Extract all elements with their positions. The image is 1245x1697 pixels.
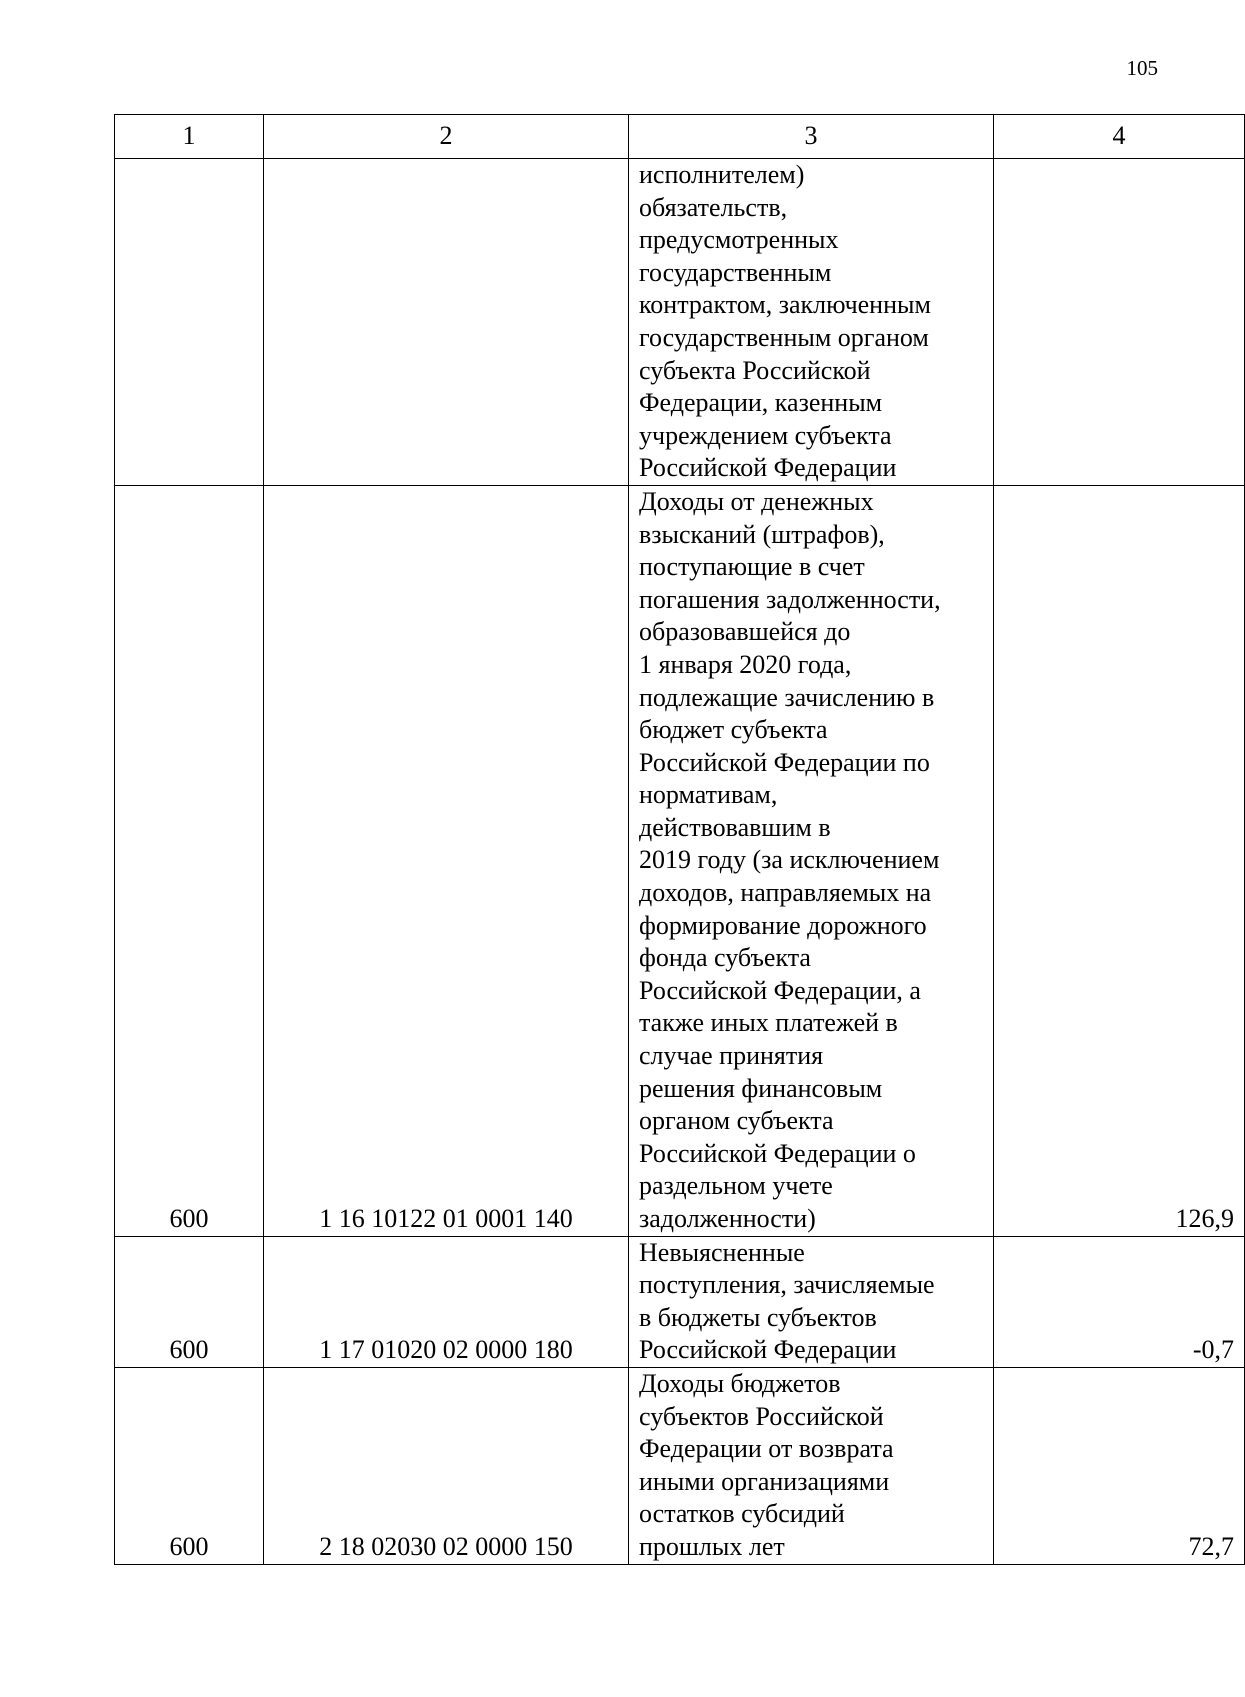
budget-code-cell: 1 16 10122 01 0001 140 bbox=[264, 485, 629, 1236]
admin-code-cell bbox=[115, 159, 264, 486]
description-cell: Доходы от денежных взысканий (штрафов), поступающие в счет погашения задолженности, образовавшейся до 1 января 2020 года, подлежащие зачислению в бюджет субъекта Российской Федерации по нормативам, действовавшим в 2019 году (за исключением доходов, направляемых на формирование дорожного фонда субъекта Российской Федерации, а также иных платежей в случае принятия решения финансовым органом субъекта Российской Федерации о раздельном учете задолженности) bbox=[629, 485, 994, 1236]
revenue-table bbox=[114, 114, 1245, 1565]
budget-code-cell: 1 17 01020 02 0000 180 bbox=[264, 1236, 629, 1367]
table-row bbox=[115, 485, 1245, 1236]
budget-code-cell bbox=[264, 159, 629, 486]
table-row bbox=[115, 159, 1245, 486]
table-row bbox=[115, 1367, 1245, 1564]
column-header-4: 4 bbox=[994, 115, 1245, 159]
amount-cell: 72,7 bbox=[994, 1367, 1245, 1564]
description-cell: исполнителем) обязательств, предусмотренных государственным контрактом, заключенным государственным органом субъекта Российской Федерации, казенным учреждением субъекта Российской Федерации bbox=[629, 159, 994, 486]
column-header-2: 2 bbox=[264, 115, 629, 159]
amount-cell: -0,7 bbox=[994, 1236, 1245, 1367]
table-header-row bbox=[115, 115, 1245, 159]
column-header-3: 3 bbox=[629, 115, 994, 159]
admin-code-cell: 600 bbox=[115, 485, 264, 1236]
amount-cell: 126,9 bbox=[994, 485, 1245, 1236]
description-cell: Доходы бюджетов субъектов Российской Федерации от возврата иными организациями остатков субсидий прошлых лет bbox=[629, 1367, 994, 1564]
admin-code-cell: 600 bbox=[115, 1236, 264, 1367]
table-row bbox=[115, 1236, 1245, 1367]
page-number: 105 bbox=[1126, 56, 1158, 80]
amount-cell bbox=[994, 159, 1245, 486]
budget-code-cell: 2 18 02030 02 0000 150 bbox=[264, 1367, 629, 1564]
column-header-1: 1 bbox=[115, 115, 264, 159]
admin-code-cell: 600 bbox=[115, 1367, 264, 1564]
description-cell: Невыясненные поступления, зачисляемые в бюджеты субъектов Российской Федерации bbox=[629, 1236, 994, 1367]
